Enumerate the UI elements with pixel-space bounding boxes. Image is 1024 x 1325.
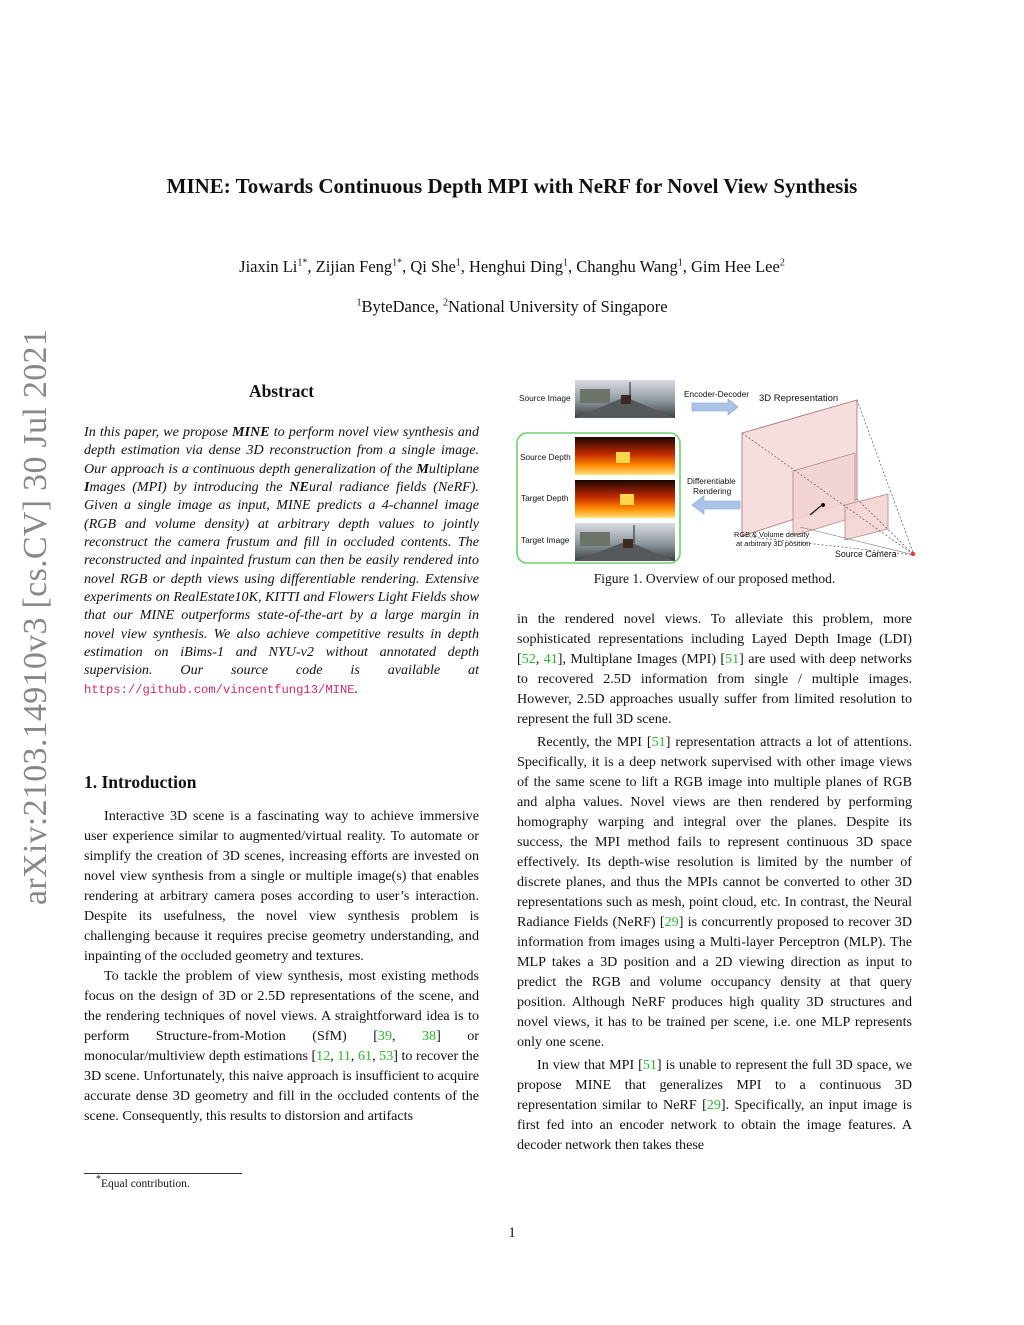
affiliation-2: National University of Singapore (448, 297, 668, 316)
page-number: 1 (508, 1225, 516, 1241)
mine-emphasis: MINE (232, 424, 270, 440)
source-code-link[interactable]: https://github.com/vincentfung13/MINE (84, 682, 355, 697)
section-heading-introduction: 1. Introduction (84, 772, 197, 792)
label-source-camera: Source Camera (835, 549, 897, 559)
author-affil-mark: 1 (562, 257, 568, 269)
affiliations (60, 297, 964, 317)
author-name: Henghui Ding (469, 257, 563, 276)
paragraph: Recently, the MPI [51] representation attracts a lot of attentions. Specifically, it is a deep network supervised with other image views of the same scene to lift a RGB image into multiple planes of RGB and alpha values. Novel views are then rendered by performing homography warping and integral over the planes. Despite its success, the MPI method fails to represent continuous 3D space effectively. Its depth-wise resolution is limited by the number of discrete planes, and thus the MPIs cannot be converted to other 3D representations such as mesh, point cloud, etc. In contrast, the Neural Radiance Fields (NeRF) [29] is concurrently proposed to recover 3D information from images using a Multi-layer Perceptron (MLP). The MLP takes a 3D position and a 2D viewing direction as input to predict the RGB and volume occupancy density at that query position. Although NeRF produces high quality 3D structures and novel views, it has to be trained per scene, i.e. one MLP represents only one scene. (517, 734, 912, 1050)
author-affil-mark: 1* (392, 257, 403, 269)
label-source-depth: Source Depth (520, 452, 571, 462)
author-affil-mark: 1 (455, 257, 461, 269)
author-affil-mark: 2 (779, 257, 785, 269)
camera-point-marker (911, 552, 915, 556)
affiliation-1: ByteDance, (361, 297, 444, 316)
label-encoder-decoder: Encoder-Decoder (684, 389, 750, 399)
label-arbitrary-position: at arbitrary 3D position (736, 539, 811, 548)
right-column-body (517, 609, 912, 1155)
label-3d-representation: 3D Representation (759, 393, 839, 404)
author-name: Jiaxin Li (239, 257, 298, 276)
author-name: Gim Hee Lee (690, 257, 780, 276)
author-affil-mark: 1 (677, 257, 683, 269)
citation-link[interactable]: 12 (316, 1048, 331, 1064)
citation-link[interactable]: 11 (337, 1048, 351, 1064)
source-depth-thumbnail (575, 437, 675, 475)
author-name: Zijian Feng (315, 257, 393, 276)
affil-mark: 1 (356, 297, 362, 309)
abstract-text: In this paper, we propose MINE to perform novel view synthesis and depth estimation via dense 3D reconstruction from a single image. Our approach is a continuous depth generalization of the Multiplane Images (MPI) by introducing the NEural radiance fields (NeRF). Given a single image as input, MINE predicts a 4-channel image (RGB and volume density) at arbitrary depth values to jointly reconstruct the camera frustum and fill in occluded contents. The reconstructed and inpainted frustum can then be easily rendered into novel RGB or depth views using differentiable rendering. Extensive experiments on RealEstate10K, KITTI and Flowers Light Fields show that our MINE outperforms state-of-the-art by a large margin in novel view synthesis. We also achieve competitive results in depth estimation on iBims-1 and NYU-v2 without annotated depth supervision. Our source code is available at https://github.com/vincentfung13/MINE. (84, 424, 480, 697)
author-name: Changhu Wang (576, 257, 678, 276)
label-source-image: Source Image (519, 393, 571, 403)
source-image-thumbnail (575, 380, 675, 418)
label-target-image: Target Image (521, 535, 570, 545)
label-target-depth: Target Depth (521, 493, 569, 503)
citation-link[interactable]: 51 (642, 1057, 657, 1073)
paragraph: Interactive 3D scene is a fascinating way to achieve immersive user experience similar to augmented/virtual reality. To automate or simplify the creation of 3D scenes, increasing efforts are invested on novel view synthesis from a single or multiple image(s) that enables rendering at arbitrary camera poses according to user’s interaction. Despite its usefulness, the novel view synthesis problem is challenging because it requires precise geometry understanding, and inpainting of the occluded geometry and textures. (84, 808, 479, 964)
footnote: *Equal contribution. (96, 1174, 190, 1190)
citation-link[interactable]: 51 (725, 651, 740, 667)
target-image-thumbnail (575, 523, 675, 561)
citation-link[interactable]: 52 (521, 651, 536, 667)
citation-link[interactable]: 38 (422, 1028, 437, 1044)
citation-link[interactable]: 61 (358, 1048, 373, 1064)
paragraph: in the rendered novel views. To alleviate this problem, more sophisticated representations including Layed Depth Image (LDI) [52, 41], Multiplane Images (MPI) [51] are used with deep networks to recovered 2.5D information from single / multiple images. However, 2.5D approaches usually suffer from limited resolution to represent the full 3D scene. (517, 611, 912, 727)
label-differentiable: Differentiable (687, 476, 736, 486)
introduction-body (84, 806, 479, 1126)
author-list: Jiaxin $Li^{1*}$, Zijian Feng$^{1*}$, Qi She$^1$, Henghui Ding$^1$, Changhu Wang$^1$, Gim Hee Lee$^2$ (239, 257, 785, 276)
author-affil-mark: 1* (297, 257, 308, 269)
footnote-rule (84, 1173, 242, 1174)
author-name: Qi She (410, 257, 456, 276)
paper-title: MINE: Towards Continuous Depth MPI with NeRF for Novel View Synthesis (166, 174, 858, 198)
arrow-encoder (692, 399, 738, 415)
citation-link[interactable]: 39 (377, 1028, 392, 1044)
figure-caption: Figure 1. Overview of our proposed method. (593, 571, 836, 586)
citation-link[interactable]: 29 (664, 914, 679, 930)
arxiv-identifier: arXiv:2103.14910v3 [cs.CV] 30 Jul 2021 (17, 328, 54, 905)
label-rgb-volume-density: RGB & Volume density (734, 530, 810, 539)
affil-mark: 2 (443, 297, 449, 309)
label-rendering: Rendering (693, 486, 732, 496)
citation-link[interactable]: 53 (379, 1048, 394, 1064)
citation-link[interactable]: 51 (651, 734, 666, 750)
arrow-rendering (692, 496, 740, 514)
figure-1-overview (510, 377, 922, 569)
paragraph: In view that MPI [51] is unable to represent the full 3D space, we propose MINE that generalizes MPI to a continuous 3D representation similar to NeRF [29]. Specifically, an input image is first fed into an encoder network to obtain the image features. A decoder network then takes these (517, 1057, 912, 1153)
target-depth-thumbnail (575, 480, 675, 518)
paragraph: To tackle the problem of view synthesis, most existing methods focus on the design of 3D or 2.5D representations of the scene, and the rendering techniques of novel views. A straightforward idea is to perform Structure-from-Motion (SfM) [39, 38] or monocular/multiview depth estimations [12, 11, 61, 53] to recover the 3D scene. Unfortunately, this naive approach is insufficient to acquire accurate dense 3D geometry and fill in the occluded contents of the scene. Consequently, this results to distorsion and artifacts (84, 968, 480, 1124)
citation-link[interactable]: 41 (543, 651, 558, 667)
abstract-heading: Abstract (248, 381, 315, 401)
citation-link[interactable]: 29 (706, 1097, 721, 1113)
